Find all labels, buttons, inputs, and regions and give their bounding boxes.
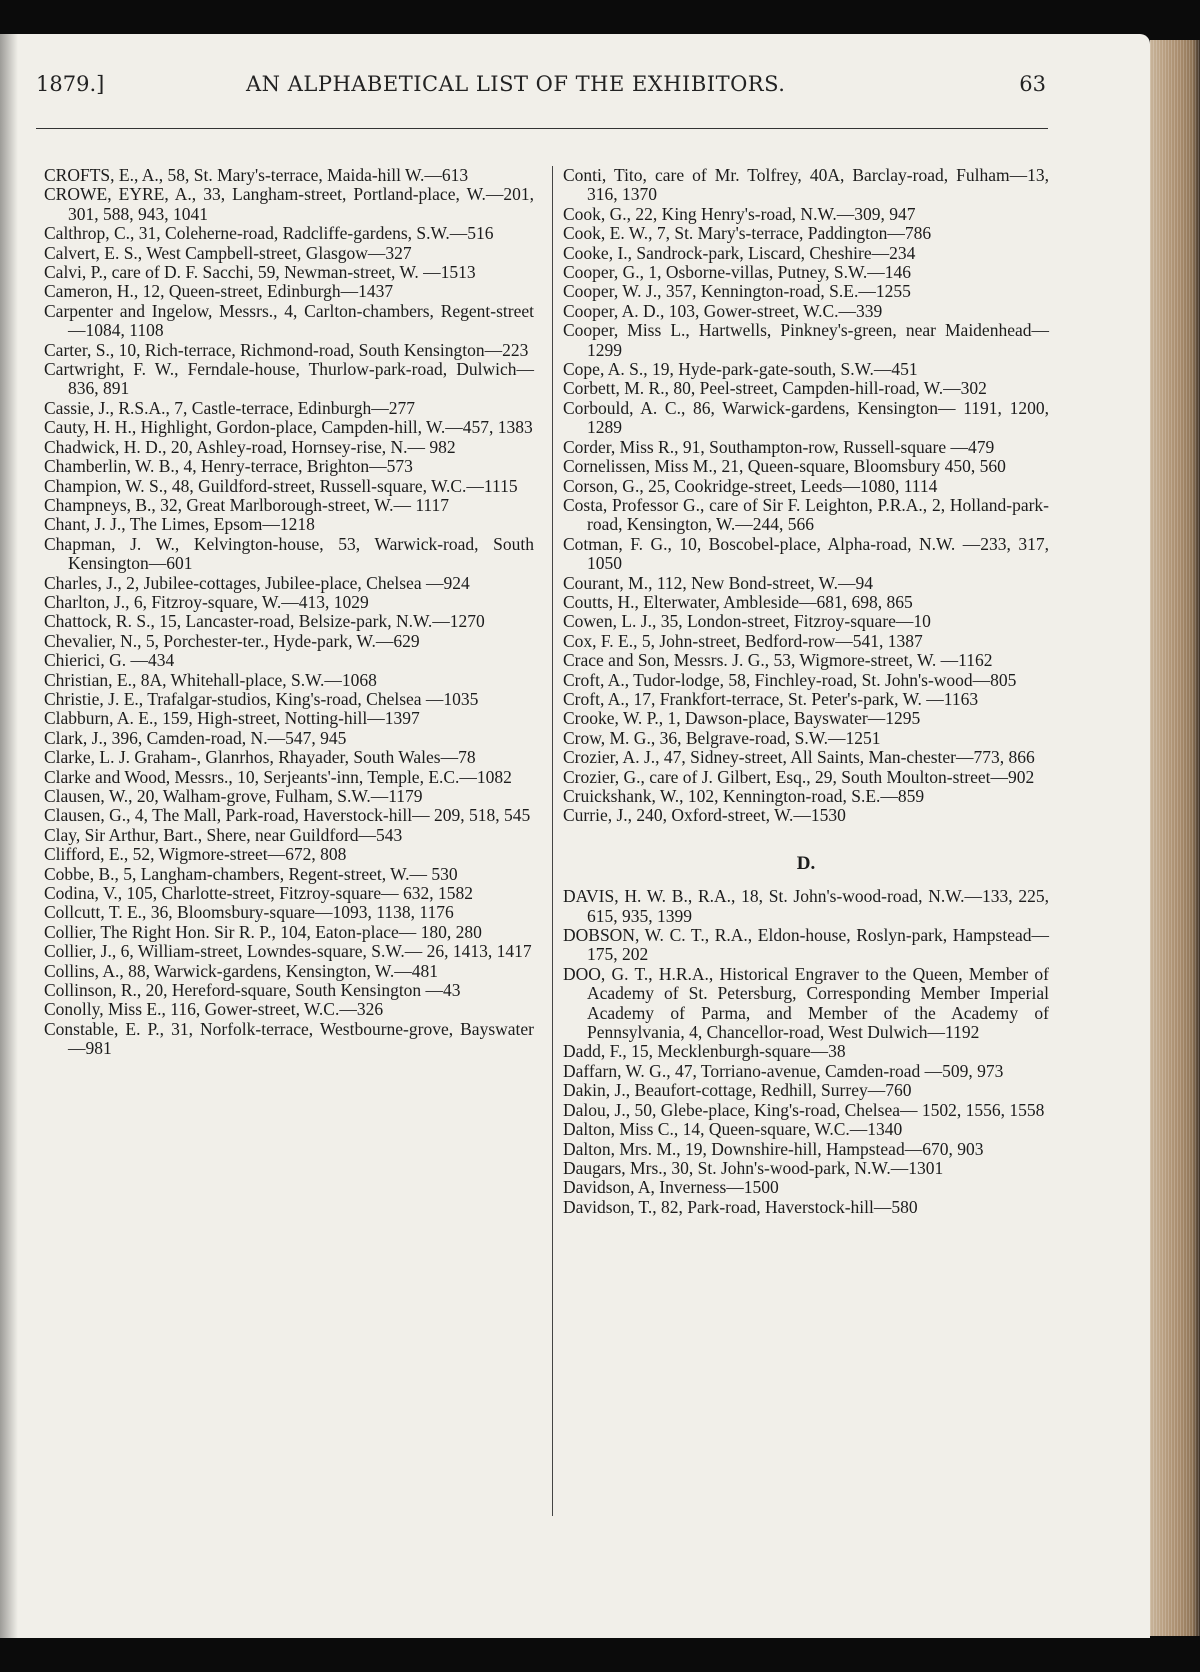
exhibitor-entry: DOBSON, W. C. T., R.A., Eldon-house, Roslyn-park, Hampstead—175, 202	[563, 925, 1049, 965]
exhibitor-entry: Cope, A. S., 19, Hyde-park-gate-south, S.W.—451	[563, 359, 918, 380]
exhibitor-entry: Collier, The Right Hon. Sir R. P., 104, Eaton-place— 180, 280	[44, 921, 482, 942]
exhibitor-entry: Clarke and Wood, Messrs., 10, Serjeants'-inn, Temple, E.C.—1082	[44, 766, 512, 787]
exhibitor-entry: Cook, E. W., 7, St. Mary's-terrace, Paddington—786	[563, 223, 932, 244]
exhibitor-entry: Coutts, H., Elterwater, Ambleside—681, 698, 865	[563, 591, 913, 612]
exhibitor-entry: Chapman, J. W., Kelvington-house, 53, Warwick-road, South Kensington—601	[44, 533, 534, 574]
exhibitor-entry: Crace and Son, Messrs. J. G., 53, Wigmore-street, W. —1162	[563, 650, 993, 671]
exhibitor-entry: Cowen, L. J., 35, London-street, Fitzroy-square—10	[563, 611, 931, 632]
exhibitor-entry: Carter, S., 10, Rich-terrace, Richmond-road, South Kensington—223	[44, 339, 529, 360]
exhibitor-entry: Calvert, E. S., West Campbell-street, Glasgow—327	[44, 242, 412, 263]
exhibitor-entry: Clay, Sir Arthur, Bart., Shere, near Guildford—543	[44, 824, 403, 845]
exhibitor-entry: Cooper, Miss L., Hartwells, Pinkney's-green, near Maidenhead—1299	[563, 320, 1049, 360]
exhibitor-entry: Cooper, G., 1, Osborne-villas, Putney, S.W.—146	[563, 262, 911, 283]
bottom-background	[0, 1638, 1200, 1672]
exhibitor-entry: Dalou, J., 50, Glebe-place, King's-road, Chelsea— 1502, 1556, 1558	[563, 1099, 1045, 1120]
exhibitor-entry: Courant, M., 112, New Bond-street, W.—94	[563, 572, 873, 593]
exhibitor-entry: Croft, A., Tudor-lodge, 58, Finchley-road, St. John's-wood—805	[563, 669, 1017, 690]
exhibitor-entry: Charles, J., 2, Jubilee-cottages, Jubilee-place, Chelsea —924	[44, 572, 470, 593]
exhibitor-entry: Corbould, A. C., 86, Warwick-gardens, Kensington— 1191, 1200, 1289	[563, 397, 1049, 438]
exhibitor-entry: Crooke, W. P., 1, Dawson-place, Bayswater—1295	[563, 708, 921, 729]
left-column	[44, 166, 534, 1059]
exhibitor-entry: CROFTS, E., A., 58, St. Mary's-terrace, Maida-hill W.—613	[44, 165, 469, 185]
exhibitor-entry: Cornelissen, Miss M., 21, Queen-square, Bloomsbury 450, 560	[563, 456, 1006, 477]
header-rule	[36, 128, 1048, 129]
exhibitor-entry: Davidson, A, Inverness—1500	[563, 1177, 779, 1198]
exhibitor-entry: Champneys, B., 32, Great Marlborough-street, W.— 1117	[44, 494, 450, 515]
exhibitor-entry: Corder, Miss R., 91, Southampton-row, Russell-square —479	[563, 436, 995, 457]
section-d-entries	[563, 887, 1049, 1217]
exhibitor-entry: Christie, J. E., Trafalgar-studios, King's-road, Chelsea —1035	[44, 688, 479, 709]
exhibitor-entry: Cotman, F. G., 10, Boscobel-place, Alpha-road, N.W. —233, 317, 1050	[563, 533, 1049, 574]
exhibitor-entry: Champion, W. S., 48, Guildford-street, Russell-square, W.C.—1115	[44, 475, 518, 496]
exhibitor-entry: Daffarn, W. G., 47, Torriano-avenue, Camden-road —509, 973	[563, 1060, 1004, 1081]
exhibitor-entry: Costa, Professor G., care of Sir F. Leighton, P.R.A., 2, Holland-park-road, Kensington, W.—244, 566	[563, 494, 1049, 535]
exhibitor-entry: Chant, J. J., The Limes, Epsom—1218	[44, 514, 315, 535]
exhibitor-entry: Cassie, J., R.S.A., 7, Castle-terrace, Edinburgh—277	[44, 397, 416, 418]
exhibitor-entry: Clifford, E., 52, Wigmore-street—672, 808	[44, 844, 347, 865]
exhibitor-entry: Cameron, H., 12, Queen-street, Edinburgh—1437	[44, 281, 394, 302]
section-heading-d: D.	[796, 852, 816, 874]
exhibitor-entry: Cruickshank, W., 102, Kennington-road, S.E.—859	[563, 786, 925, 806]
exhibitor-entry: Cooke, I., Sandrock-park, Liscard, Cheshire—234	[563, 242, 916, 263]
exhibitor-entry: Clausen, G., 4, The Mall, Park-road, Haverstock-hill— 209, 518, 545	[44, 805, 531, 826]
exhibitor-entry: Cartwright, F. W., Ferndale-house, Thurlow-park-road, Dulwich—836, 891	[44, 359, 534, 399]
exhibitor-entry: Crozier, A. J., 47, Sidney-street, All Saints, Man-chester—773, 866	[563, 747, 1035, 768]
exhibitor-entry: Cauty, H. H., Highlight, Gordon-place, Campden-hill, W.—457, 1383	[44, 417, 533, 438]
exhibitor-entry: Conolly, Miss E., 116, Gower-street, W.C.—326	[44, 999, 384, 1020]
exhibitor-entry: Clark, J., 396, Camden-road, N.—547, 945	[44, 727, 347, 748]
exhibitor-entry: Codina, V., 105, Charlotte-street, Fitzroy-square— 632, 1582	[44, 883, 474, 904]
exhibitor-entry: Davidson, T., 82, Park-road, Haverstock-hill—580	[563, 1196, 918, 1217]
exhibitor-entry: CROWE, EYRE, A., 33, Langham-street, Portland-place, W.—201, 301, 588, 943, 1041	[44, 184, 534, 224]
exhibitor-entry: Collcutt, T. E., 36, Bloomsbury-square—1093, 1138, 1176	[44, 902, 454, 923]
exhibitor-entry: Calvi, P., care of D. F. Sacchi, 59, Newman-street, W. —1513	[44, 262, 476, 283]
exhibitor-entry: Charlton, J., 6, Fitzroy-square, W.—413, 1029	[44, 591, 369, 612]
exhibitor-entry: Crozier, G., care of J. Gilbert, Esq., 29, South Moulton-street—902	[563, 766, 1035, 787]
header-title: AN ALPHABETICAL LIST OF THE EXHIBITORS.	[246, 72, 786, 96]
book-fore-edge	[1150, 40, 1200, 1636]
exhibitor-entry: Clabburn, A. E., 159, High-street, Notting-hill—1397	[44, 708, 420, 729]
exhibitor-entry: Chierici, G. —434	[44, 650, 175, 671]
column-divider	[552, 166, 553, 1516]
exhibitor-entry: Dakin, J., Beaufort-cottage, Redhill, Surrey—760	[563, 1080, 912, 1101]
exhibitor-entry: Christian, E., 8A, Whitehall-place, S.W.—1068	[44, 669, 377, 690]
exhibitor-entry: Conti, Tito, care of Mr. Tolfrey, 40A, Barclay-road, Fulham—13, 316, 1370	[563, 165, 1049, 205]
exhibitor-entry: Cobbe, B., 5, Langham-chambers, Regent-street, W.— 530	[44, 863, 458, 884]
exhibitor-entry: Cooper, W. J., 357, Kennington-road, S.E.—1255	[563, 281, 911, 302]
running-header	[36, 72, 1046, 112]
exhibitor-entry: Corson, G., 25, Cookridge-street, Leeds—1080, 1114	[563, 475, 938, 496]
exhibitor-entry: Calthrop, C., 31, Coleherne-road, Radcliffe-gardens, S.W.—516	[44, 223, 494, 244]
exhibitor-entry: Clarke, L. J. Graham-, Glanrhos, Rhayader, South Wales—78	[44, 747, 476, 768]
exhibitor-entry: Carpenter and Ingelow, Messrs., 4, Carlton-chambers, Regent-street—1084, 1108	[44, 300, 534, 341]
gutter-shadow	[0, 34, 18, 1638]
exhibitor-entry: Currie, J., 240, Oxford-street, W.—1530	[563, 805, 846, 826]
exhibitor-entry: Chattock, R. S., 15, Lancaster-road, Belsize-park, N.W.—1270	[44, 611, 485, 632]
exhibitor-entry: DAVIS, H. W. B., R.A., 18, St. John's-wood-road, N.W.—133, 225, 615, 935, 1399	[563, 886, 1049, 926]
right-column-entries	[563, 166, 1049, 826]
exhibitor-entry: Chamberlin, W. B., 4, Henry-terrace, Brighton—573	[44, 456, 413, 477]
exhibitor-entry: Dalton, Miss C., 14, Queen-square, W.C.—1340	[563, 1119, 903, 1140]
exhibitor-entry: Dalton, Mrs. M., 19, Downshire-hill, Hampstead—670, 903	[563, 1138, 984, 1159]
exhibitor-entry: Cooper, A. D., 103, Gower-street, W.C.—339	[563, 300, 883, 321]
exhibitor-entry: Chadwick, H. D., 20, Ashley-road, Hornsey-rise, N.— 982	[44, 436, 456, 457]
exhibitor-entry: Crow, M. G., 36, Belgrave-road, S.W.—1251	[563, 727, 881, 748]
exhibitor-entry: Cox, F. E., 5, John-street, Bedford-row—541, 1387	[563, 630, 923, 651]
exhibitor-entry: Clausen, W., 20, Walham-grove, Fulham, S.W.—1179	[44, 786, 423, 806]
exhibitor-entry: Collier, J., 6, William-street, Lowndes-square, S.W.— 26, 1413, 1417	[44, 941, 532, 962]
exhibitor-entry: Constable, E. P., 31, Norfolk-terrace, Westbourne-grove, Bayswater—981	[44, 1018, 534, 1059]
exhibitor-entry: Cook, G., 22, King Henry's-road, N.W.—309, 947	[563, 203, 916, 224]
exhibitor-entry: DOO, G. T., H.R.A., Historical Engraver to the Queen, Member of Academy of St. Petersburg, Corresponding Member Imperial Academy of Parma, and Member of the Academy of Pennsylvania, 4, Chancellor-road, West Dulwich—1192	[563, 963, 1049, 1043]
exhibitor-entry: Daugars, Mrs., 30, St. John's-wood-park, N.W.—1301	[563, 1157, 944, 1178]
header-year: 1879.]	[36, 72, 105, 96]
exhibitor-entry: Collinson, R., 20, Hereford-square, South Kensington —43	[44, 980, 461, 1001]
exhibitor-entry: Corbett, M. R., 80, Peel-street, Campden-hill-road, W.—302	[563, 378, 987, 399]
right-column	[563, 166, 1049, 1217]
exhibitor-entry: Dadd, F., 15, Mecklenburgh-square—38	[563, 1041, 846, 1062]
exhibitor-entry: Croft, A., 17, Frankfort-terrace, St. Peter's-park, W. —1163	[563, 688, 979, 709]
exhibitor-entry: Chevalier, N., 5, Porchester-ter., Hyde-park, W.—629	[44, 630, 420, 651]
exhibitor-entry: Collins, A., 88, Warwick-gardens, Kensington, W.—481	[44, 960, 438, 981]
page-number: 63	[1019, 72, 1046, 96]
